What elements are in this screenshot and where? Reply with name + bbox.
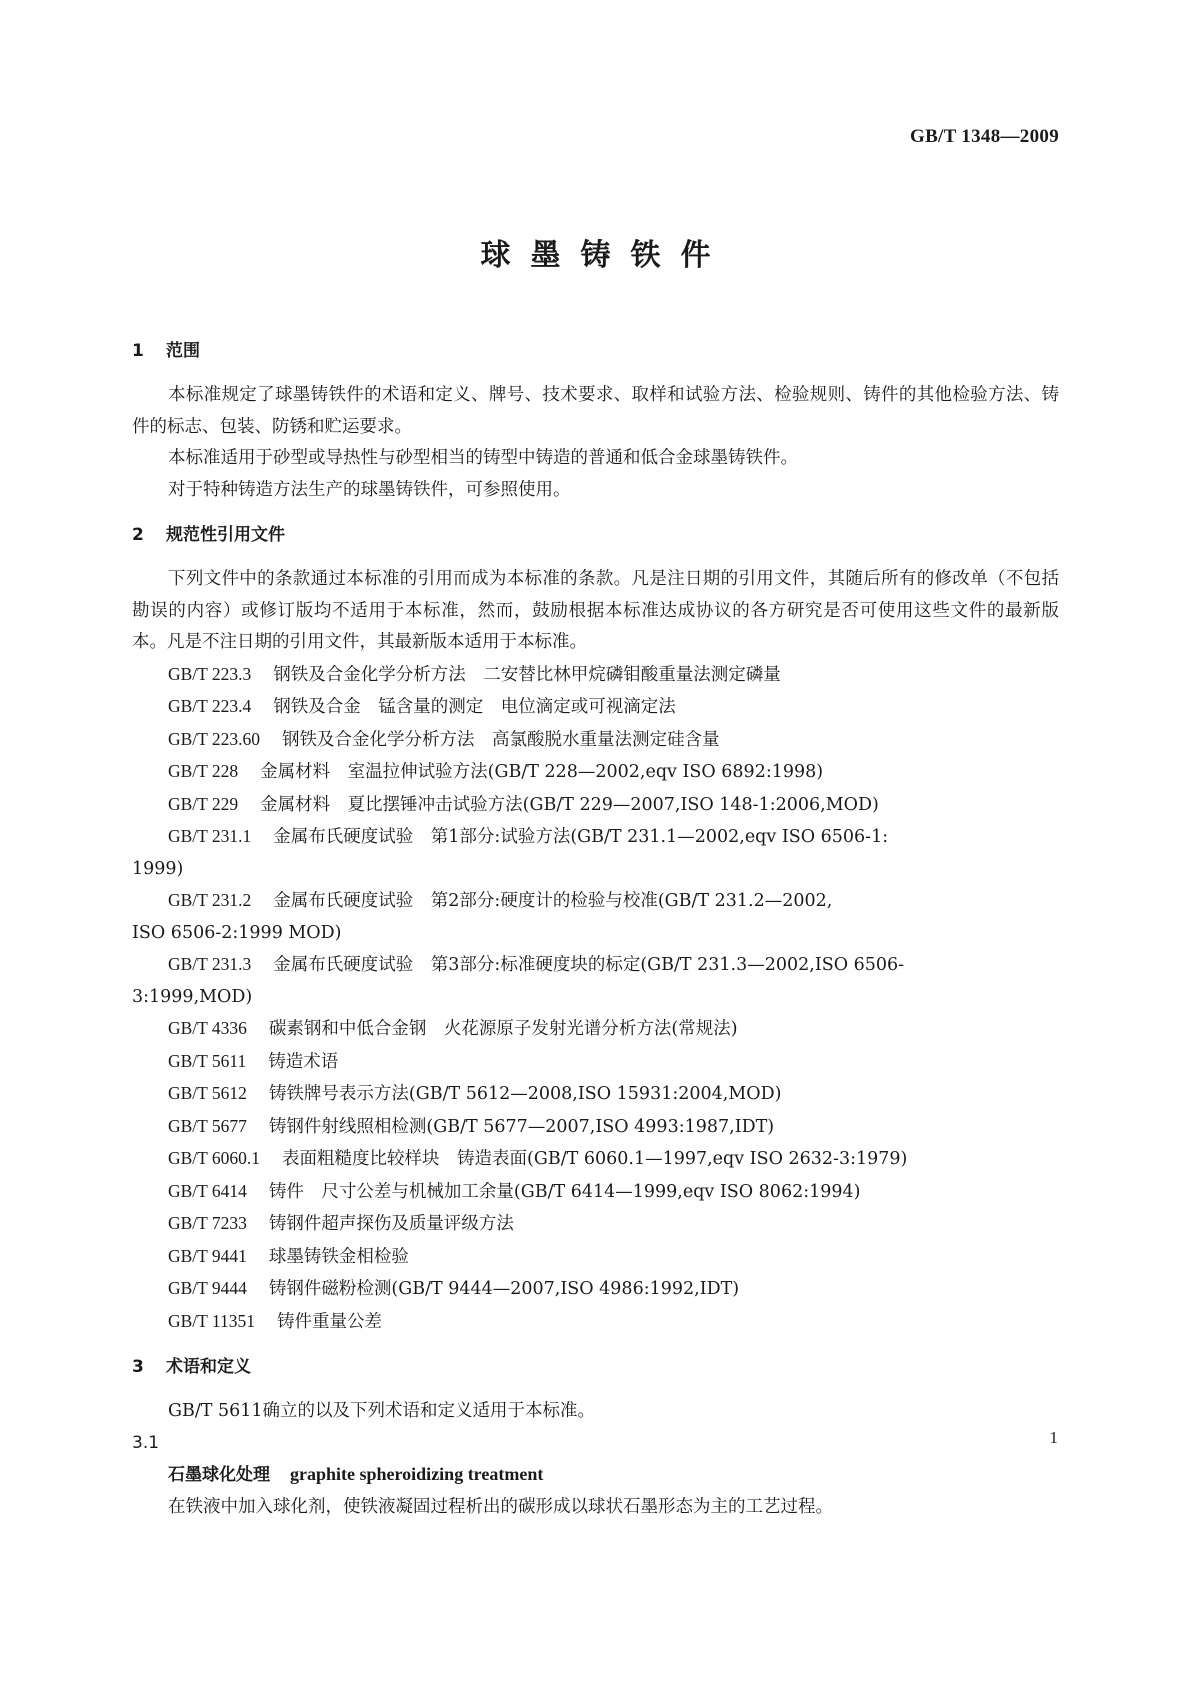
reference-list (132, 659, 1059, 1339)
reference-item (132, 1176, 1059, 1209)
reference-line (168, 1013, 1059, 1046)
term-definition: 在铁液中加入球化剂，使铁液凝固过程析出的碳形成以球状石墨形态为主的工艺过程。 (168, 1496, 833, 1517)
reference-code: GB/T 231.3 (168, 954, 252, 974)
section-title: 规范性引用文件 (166, 525, 285, 545)
reference-title: 钢铁及合金化学分析方法 二安替比林甲烷磷钼酸重量法测定磷量 (273, 664, 781, 685)
reference-item (132, 885, 1059, 949)
reference-line (168, 1111, 1059, 1144)
reference-code: GB/T 9444 (168, 1278, 247, 1298)
term-number: 3.1 (132, 1432, 160, 1453)
standard-number: GB/T 1348—2009 (909, 126, 1059, 147)
reference-title: 碳素钢和中低合金钢 火花源原子发射光谱分析方法(常规法) (268, 1019, 738, 1039)
reference-title: 金属布氏硬度试验 第3部分:标准硬度块的标定(GB/T 231.3—2002,ISO 6506- (273, 955, 905, 975)
paragraph: 本标准规定了球墨铸铁件的术语和定义、牌号、技术要求、取样和试验方法、检验规则、铸件的其他检验方法、铸件的标志、包装、防锈和贮运要求。 (132, 385, 1059, 437)
paragraph: 本标准适用于砂型或导热性与砂型相当的铸型中铸造的普通和低合金球墨铸铁件。 (168, 448, 798, 468)
reference-item (132, 1111, 1059, 1144)
reference-line (168, 821, 1059, 854)
reference-title: 钢铁及合金化学分析方法 高氯酸脱水重量法测定硅含量 (282, 729, 720, 750)
section-title: 范围 (166, 341, 200, 361)
reference-item (132, 1208, 1059, 1241)
reference-item (132, 756, 1059, 789)
reference-line (168, 756, 1059, 789)
reference-line (168, 1208, 1059, 1241)
page-number: 1 (1049, 1428, 1058, 1447)
reference-title: 球墨铸铁金相检验 (268, 1246, 409, 1267)
reference-line (168, 1046, 1059, 1079)
reference-title: 铸钢件超声探伤及质量评级方法 (268, 1214, 514, 1234)
reference-code: GB/T 228 (168, 761, 239, 781)
reference-item (132, 949, 1059, 1013)
reference-line (168, 949, 1059, 982)
reference-code: GB/T 4336 (168, 1018, 247, 1038)
section-number: 2 (132, 525, 144, 545)
reference-item (132, 789, 1059, 822)
document-title: 球墨铸铁件 (480, 238, 731, 273)
reference-title: 铸钢件磁粉检测(GB/T 9444—2007,ISO 4986:1992,IDT) (268, 1279, 740, 1299)
reference-code: GB/T 231.2 (168, 890, 252, 910)
reference-continuation: 3:1999,MOD) (132, 986, 253, 1007)
reference-item (132, 821, 1059, 885)
reference-item (132, 1306, 1059, 1339)
reference-title: 金属布氏硬度试验 第2部分:硬度计的检验与校准(GB/T 231.2—2002, (273, 891, 833, 911)
reference-line (168, 724, 1059, 757)
reference-item (132, 691, 1059, 724)
reference-continuation: 1999) (132, 858, 184, 879)
reference-item (132, 1046, 1059, 1079)
paragraph: 对于特种铸造方法生产的球墨铸铁件，可参照使用。 (168, 479, 571, 500)
reference-code: GB/T 11351 (168, 1310, 256, 1331)
section-heading (132, 520, 1059, 554)
section-number: 1 (132, 341, 144, 361)
section-normative-references (132, 520, 1059, 1338)
reference-code: GB/T 5677 (168, 1115, 247, 1136)
reference-item (132, 659, 1059, 692)
reference-line (168, 1078, 1059, 1111)
term-title-cn: 石墨球化处理 (168, 1465, 270, 1485)
reference-line (168, 1176, 1059, 1209)
reference-code: GB/T 6414 (168, 1180, 247, 1201)
reference-line (168, 1273, 1059, 1306)
section-scope (132, 336, 1059, 506)
reference-line (168, 659, 1059, 692)
reference-title: 铸件 尺寸公差与机械加工余量(GB/T 6414—1999,eqv ISO 8062:1994) (268, 1181, 861, 1202)
term-title-en: graphite spheroidizing treatment (290, 1464, 544, 1484)
reference-title: 铸造术语 (268, 1051, 339, 1072)
reference-title: 铸件重量公差 (277, 1311, 383, 1332)
reference-title: 金属材料 室温拉伸试验方法(GB/T 228—2002,eqv ISO 6892:1998) (260, 762, 824, 782)
reference-code: GB/T 7233 (168, 1213, 247, 1233)
reference-code: GB/T 6060.1 (168, 1148, 261, 1168)
reference-line (168, 1241, 1059, 1274)
reference-line (168, 691, 1059, 724)
section-terms (132, 1352, 1059, 1523)
reference-item (132, 1013, 1059, 1046)
reference-title: 金属布氏硬度试验 第1部分:试验方法(GB/T 231.1—2002,eqv ISO 6506-1: (273, 827, 889, 847)
reference-code: GB/T 223.60 (168, 728, 261, 749)
reference-line (168, 789, 1059, 822)
reference-code: GB/T 231.1 (168, 826, 252, 846)
section-title: 术语和定义 (166, 1357, 251, 1377)
reference-title: 表面粗糙度比较样块 铸造表面(GB/T 6060.1—1997,eqv ISO 2632-3:1979) (282, 1149, 908, 1169)
section-number: 3 (132, 1357, 144, 1377)
reference-code: GB/T 5612 (168, 1083, 247, 1103)
reference-title: 铸钢件射线照相检测(GB/T 5677—2007,ISO 4993:1987,IDT) (268, 1116, 775, 1137)
reference-line (168, 1306, 1059, 1339)
reference-item (132, 1078, 1059, 1111)
reference-item (132, 1241, 1059, 1274)
reference-code: GB/T 9441 (168, 1245, 247, 1266)
reference-item (132, 1143, 1059, 1176)
reference-title: 铸铁牌号表示方法(GB/T 5612—2008,ISO 15931:2004,MOD) (268, 1084, 782, 1104)
reference-code: GB/T 5611 (168, 1050, 247, 1071)
reference-item (132, 1273, 1059, 1306)
reference-continuation: ISO 6506-2:1999 MOD) (132, 922, 342, 943)
reference-line (168, 1143, 1059, 1176)
reference-title: 金属材料 夏比摆锤冲击试验方法(GB/T 229—2007,ISO 148-1:2006,MOD) (260, 794, 879, 815)
reference-code: GB/T 229 (168, 793, 239, 814)
section-heading (132, 336, 1059, 370)
document-body (132, 336, 1059, 1523)
reference-item (132, 724, 1059, 757)
paragraph: GB/T 5611确立的以及下列术语和定义适用于本标准。 (168, 1401, 596, 1421)
paragraph: 下列文件中的条款通过本标准的引用而成为本标准的条款。凡是注日期的引用文件，其随后所有的修改单（不包括勘误的内容）或修订版均不适用于本标准，然而，鼓励根据本标准达成协议的各方研究是否可使用这些文件的最新版本。凡是不注日期的引用文件，其最新版本适用于本标准。 (132, 569, 1059, 652)
reference-code: GB/T 223.4 (168, 696, 252, 716)
reference-code: GB/T 223.3 (168, 663, 252, 684)
term-title (132, 1459, 1059, 1492)
section-heading (132, 1352, 1059, 1386)
reference-title: 钢铁及合金 锰含量的测定 电位滴定或可视滴定法 (273, 697, 676, 717)
reference-line (168, 885, 1059, 918)
